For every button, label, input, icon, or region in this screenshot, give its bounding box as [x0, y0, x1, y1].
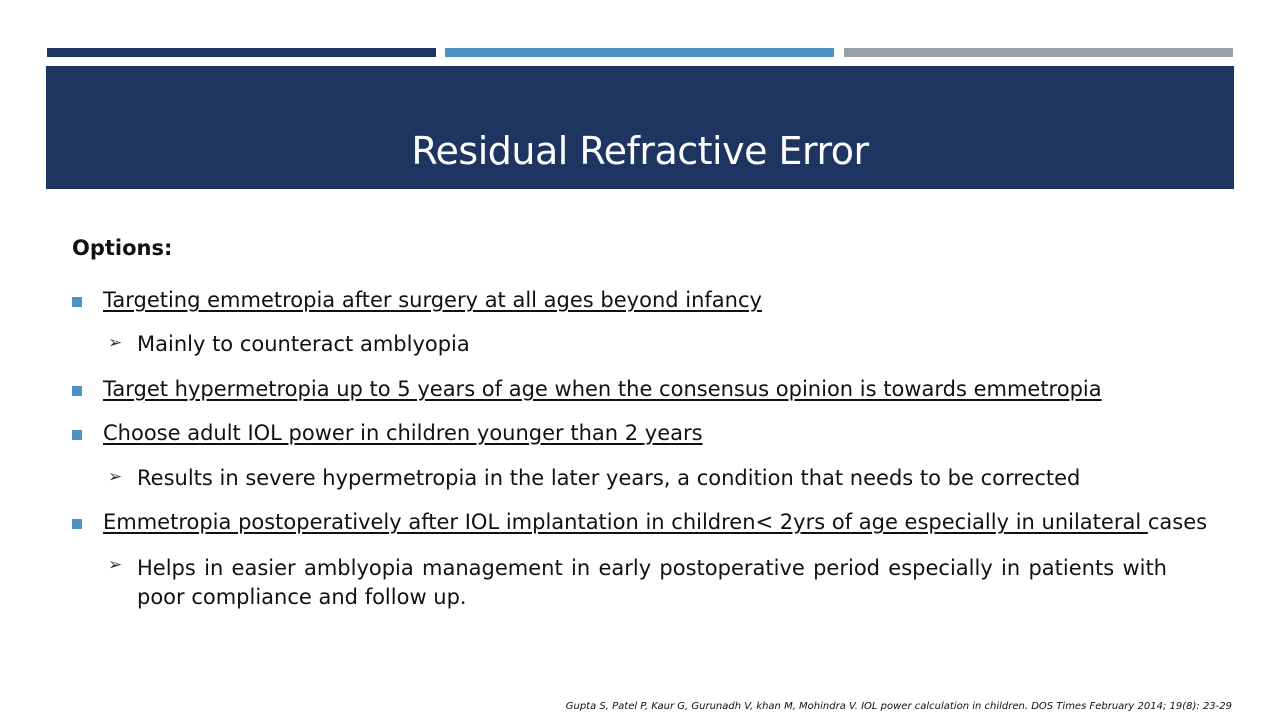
options-heading: Options:: [72, 236, 173, 260]
square-bullet-icon: [72, 386, 82, 396]
sub-bullet-text: Results in severe hypermetropia in the later years, a condition that needs to be corrected: [137, 466, 1081, 490]
square-bullet-icon: [72, 430, 82, 440]
bullet-text-underlined: Emmetropia postoperatively after IOL implantation in children< 2yrs of age especially in unilateral: [103, 510, 1148, 534]
slide-title: Residual Refractive Error: [411, 129, 869, 173]
citation: Gupta S, Patel P, Kaur G, Gurunadh V, khan M, Mohindra V. IOL power calculation in children. DOS Times February 2014; 19(8): 23-29: [565, 701, 1232, 712]
bullet-text: Target hypermetropia up to 5 years of age when the consensus opinion is towards emmetropia: [103, 377, 1102, 401]
accent-bar-gray: [844, 48, 1233, 57]
arrow-bullet-icon: ➢: [108, 467, 123, 487]
square-bullet-icon: [72, 297, 82, 307]
sub-bullet-text: Mainly to counteract amblyopia: [137, 332, 470, 356]
title-band: [46, 66, 1234, 189]
accent-bar-dark: [47, 48, 436, 57]
arrow-bullet-icon: ➢: [108, 555, 123, 575]
square-bullet-icon: [72, 519, 82, 529]
accent-bar-blue: [445, 48, 834, 57]
bullet-text: [103, 510, 1207, 534]
bullet-text: Choose adult IOL power in children younger than 2 years: [103, 421, 703, 445]
bullet-text-tail: cases: [1147, 510, 1208, 534]
bullet-text: Targeting emmetropia after surgery at all ages beyond infancy: [103, 288, 762, 312]
sub-bullet-text: Helps in easier amblyopia management in early postoperative period especially in patients with poor compliance and follow up.: [137, 556, 1167, 609]
arrow-bullet-icon: ➢: [108, 333, 123, 353]
